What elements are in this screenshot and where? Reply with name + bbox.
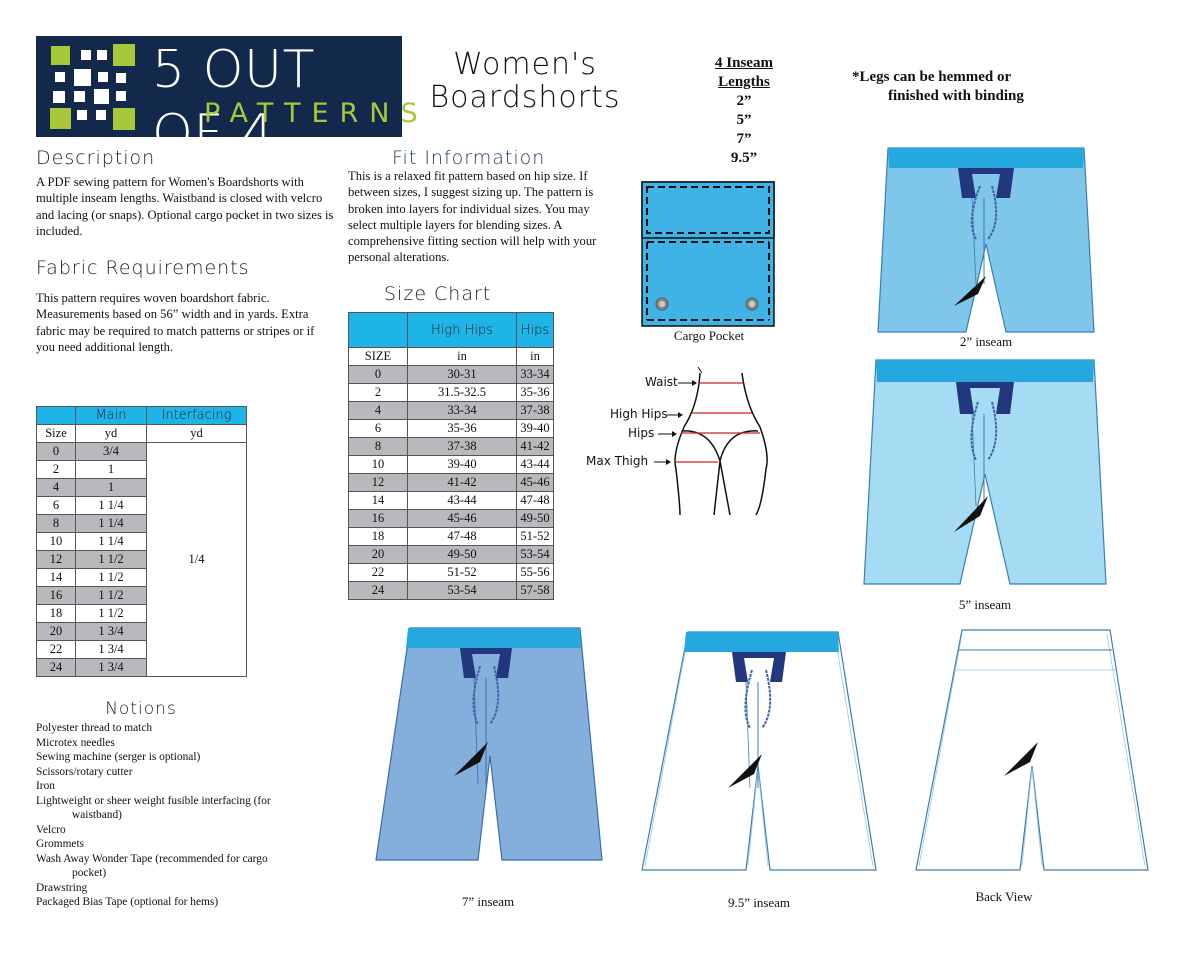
size-cell-size: 14: [349, 492, 408, 510]
fabric-size-cell: 20: [37, 623, 76, 641]
caption-9-5-inch: 9.5” inseam: [727, 895, 791, 910]
size-cell-hips: 45-46: [517, 474, 554, 492]
inseam-length: 7”: [736, 131, 752, 147]
size-chart-table: [348, 312, 554, 600]
logo-square: [98, 72, 108, 82]
notion-item-line: Velcro: [36, 823, 66, 836]
size-cell-size: 16: [349, 510, 408, 528]
label-waist: Waist: [645, 375, 678, 389]
size-cell-size: 2: [349, 384, 408, 402]
fit-heading: Fit Information: [392, 147, 546, 169]
fabric-size-cell: 6: [37, 497, 76, 515]
size-row: [349, 474, 554, 492]
size-cell-size: 4: [349, 402, 408, 420]
label-hips: Hips: [628, 426, 655, 440]
notion-item-line: Packaged Bias Tape (optional for hems): [36, 896, 219, 908]
fabric-subheader: Size: [37, 425, 76, 443]
inseam-lengths: [694, 54, 794, 168]
fabric-size-cell: 14: [37, 569, 76, 587]
notion-item-line: Microtex needles: [36, 736, 115, 749]
fabric-main-cell: 1 1/2: [76, 569, 147, 587]
caption-2-inch: 2” inseam: [959, 334, 1013, 349]
size-cell-hips: 37-38: [517, 402, 554, 420]
hem-note-line: finished with binding: [888, 88, 1024, 104]
fabric-text: This pattern requires woven boardshort fabric. Measurements based on 56” width and in yards. Extra fabric may be required to match patterns or stripes or if you need additional length.: [36, 291, 315, 354]
notion-item: [36, 779, 336, 794]
hem-note: [852, 68, 1024, 106]
size-cell-high-hips: 41-42: [408, 474, 517, 492]
size-row: [349, 438, 554, 456]
fabric-main-cell: 1 1/4: [76, 515, 147, 533]
size-cell-size: 12: [349, 474, 408, 492]
logo-square: [55, 72, 65, 82]
size-cell-high-hips: 37-38: [408, 438, 517, 456]
size-cell-high-hips: 35-36: [408, 420, 517, 438]
description-heading: Description: [36, 147, 156, 169]
logo-square: [113, 44, 135, 66]
size-cell-high-hips: 33-34: [408, 402, 517, 420]
notion-item-line: Sewing machine (serger is optional): [36, 751, 201, 763]
size-row: [349, 582, 554, 600]
fabric-size-cell: 12: [37, 551, 76, 569]
size-row: [349, 456, 554, 474]
caption-back-view: Back View: [975, 889, 1033, 904]
shorts-back-view: [914, 626, 1150, 874]
size-cell-size: 18: [349, 528, 408, 546]
inseam-heading: Lengths: [718, 74, 770, 90]
notion-item: [36, 794, 336, 823]
size-chart-heading: Size Chart: [384, 283, 492, 305]
size-cell-high-hips: 47-48: [408, 528, 517, 546]
cargo-pocket-illustration: [640, 180, 778, 330]
fabric-table: [36, 406, 247, 677]
fabric-size-cell: 0: [37, 443, 76, 461]
fabric-main-cell: 1: [76, 461, 147, 479]
size-cell-size: 6: [349, 420, 408, 438]
notion-item-line: Iron: [36, 780, 55, 792]
notion-item: [36, 852, 336, 881]
inseam-length: 9.5”: [730, 150, 758, 166]
fabric-size-cell: 24: [37, 659, 76, 677]
notion-item: [36, 881, 336, 896]
logo-square: [53, 91, 65, 103]
logo-square: [116, 91, 126, 101]
notion-item: [36, 765, 336, 780]
logo-square: [50, 108, 71, 129]
size-cell-hips: 33-34: [517, 366, 554, 384]
inseam-length: 2”: [736, 93, 752, 109]
size-cell-high-hips: 43-44: [408, 492, 517, 510]
size-cell-size: 22: [349, 564, 408, 582]
size-subheader: in: [408, 348, 517, 366]
fabric-header-interfacing: Interfacing: [147, 407, 247, 425]
notion-item-line: Polyester thread to match: [36, 722, 153, 734]
caption-5-inch: 5” inseam: [958, 597, 1012, 612]
size-cell-hips: 47-48: [517, 492, 554, 510]
logo-wordmark: 5 OUT OF 4: [152, 40, 315, 164]
fit-text: This is a relaxed fit pattern based on hip size. If between sizes, I suggest sizing up. The pattern is broken into layers for individual sizes. You may select multiple layers for blending sizes. A comprehensive fitting section will help with your personal alterations.: [348, 169, 597, 265]
size-cell-high-hips: 39-40: [408, 456, 517, 474]
fabric-table-corner: [37, 407, 76, 425]
logo-square: [97, 50, 107, 60]
logo-square: [94, 89, 109, 104]
size-cell-size: 24: [349, 582, 408, 600]
size-cell-high-hips: 53-54: [408, 582, 517, 600]
logo-square: [74, 91, 85, 102]
size-subheader: SIZE: [349, 348, 408, 366]
shorts-5-inch: [862, 356, 1108, 588]
measurement-diagram: [580, 365, 790, 515]
fabric-heading: Fabric Requirements: [36, 257, 250, 279]
size-cell-hips: 55-56: [517, 564, 554, 582]
size-cell-high-hips: 49-50: [408, 546, 517, 564]
notion-item-line: Scissors/rotary cutter: [36, 765, 133, 778]
size-row: [349, 420, 554, 438]
fabric-subheader: yd: [76, 425, 147, 443]
fabric-main-cell: 1 3/4: [76, 659, 147, 677]
label-max-thigh: Max Thigh: [586, 454, 649, 468]
description-text: A PDF sewing pattern for Women's Boardshorts with multiple inseam lengths. Waistband is closed with velcro and lacing (or snaps). Optional cargo pocket in two sizes is included.: [36, 175, 334, 238]
page-title: [410, 48, 640, 114]
notion-item: [36, 721, 336, 736]
fabric-main-cell: 1 1/2: [76, 587, 147, 605]
size-cell-high-hips: 31.5-32.5: [408, 384, 517, 402]
inseam-heading: 4 Inseam: [715, 55, 773, 71]
fabric-size-cell: 8: [37, 515, 76, 533]
fabric-header-main: Main: [76, 407, 147, 425]
size-cell-high-hips: 30-31: [408, 366, 517, 384]
fabric-size-cell: 2: [37, 461, 76, 479]
fabric-main-cell: 3/4: [76, 443, 147, 461]
notion-item: [36, 750, 336, 765]
size-cell-hips: 49-50: [517, 510, 554, 528]
size-cell-high-hips: 51-52: [408, 564, 517, 582]
cargo-caption: Cargo Pocket: [673, 328, 745, 343]
logo-square: [113, 108, 135, 130]
size-row: [349, 510, 554, 528]
notions-heading: Notions: [105, 699, 177, 719]
fabric-interfacing-cell: 1/4: [147, 443, 247, 677]
size-row: [349, 492, 554, 510]
logo-square: [116, 73, 126, 83]
size-row: [349, 546, 554, 564]
fabric-size-cell: 16: [37, 587, 76, 605]
fabric-size-cell: 18: [37, 605, 76, 623]
notion-item-line: Lightweight or sheer weight fusible interfacing (for: [36, 794, 271, 807]
size-cell-size: 0: [349, 366, 408, 384]
fabric-size-cell: 4: [37, 479, 76, 497]
notion-item-line: Grommets: [36, 838, 85, 850]
size-row: [349, 384, 554, 402]
size-chart-body: [349, 366, 554, 600]
notion-item: [36, 895, 336, 910]
fabric-main-cell: 1 3/4: [76, 623, 147, 641]
size-subheader: in: [517, 348, 554, 366]
size-cell-high-hips: 45-46: [408, 510, 517, 528]
size-cell-size: 20: [349, 546, 408, 564]
fabric-row: [37, 443, 247, 461]
size-header-high-hips: High Hips: [408, 313, 517, 348]
size-cell-hips: 35-36: [517, 384, 554, 402]
logo-square: [74, 69, 91, 86]
notions-list: [36, 721, 336, 910]
size-cell-hips: 43-44: [517, 456, 554, 474]
notion-item-line: pocket): [72, 867, 107, 879]
size-cell-hips: 41-42: [517, 438, 554, 456]
logo-square: [51, 46, 70, 65]
fabric-subheader: yd: [147, 425, 247, 443]
fabric-size-cell: 10: [37, 533, 76, 551]
caption-7-inch: 7” inseam: [461, 894, 515, 909]
notion-item-line: waistband): [72, 809, 122, 821]
title-line-1: Women's: [453, 47, 597, 82]
notion-item-line: Drawstring: [36, 881, 88, 894]
fabric-size-cell: 22: [37, 641, 76, 659]
size-cell-hips: 57-58: [517, 582, 554, 600]
shorts-2-inch: [876, 144, 1096, 336]
size-cell-hips: 53-54: [517, 546, 554, 564]
fabric-main-cell: 1 1/4: [76, 533, 147, 551]
size-cell-size: 10: [349, 456, 408, 474]
fabric-main-cell: 1: [76, 479, 147, 497]
size-cell-hips: 39-40: [517, 420, 554, 438]
notion-item: [36, 823, 336, 838]
logo-square: [96, 110, 106, 120]
size-cell-size: 8: [349, 438, 408, 456]
notion-item: [36, 837, 336, 852]
title-line-2: Boardshorts: [429, 80, 621, 115]
logo-square: [81, 50, 91, 60]
fabric-main-cell: 1 3/4: [76, 641, 147, 659]
shorts-9-5-inch: [640, 628, 878, 876]
notion-item-line: Wash Away Wonder Tape (recommended for cargo: [36, 852, 268, 865]
size-table-corner: [349, 313, 408, 348]
fabric-main-cell: 1 1/4: [76, 497, 147, 515]
label-high-hips: High Hips: [610, 407, 668, 421]
size-header-hips: Hips: [517, 313, 554, 348]
size-row: [349, 528, 554, 546]
logo-square: [77, 110, 87, 120]
inseam-length: 5”: [736, 112, 752, 128]
fabric-main-cell: 1 1/2: [76, 605, 147, 623]
shorts-7-inch: [372, 624, 604, 864]
logo-subtitle: PATTERNS: [204, 98, 429, 129]
fabric-table-body: [37, 443, 247, 677]
fabric-main-cell: 1 1/2: [76, 551, 147, 569]
size-row: [349, 564, 554, 582]
size-row: [349, 402, 554, 420]
size-cell-hips: 51-52: [517, 528, 554, 546]
notion-item: [36, 736, 336, 751]
hem-note-line: *Legs can be hemmed or: [852, 69, 1012, 85]
size-row: [349, 366, 554, 384]
